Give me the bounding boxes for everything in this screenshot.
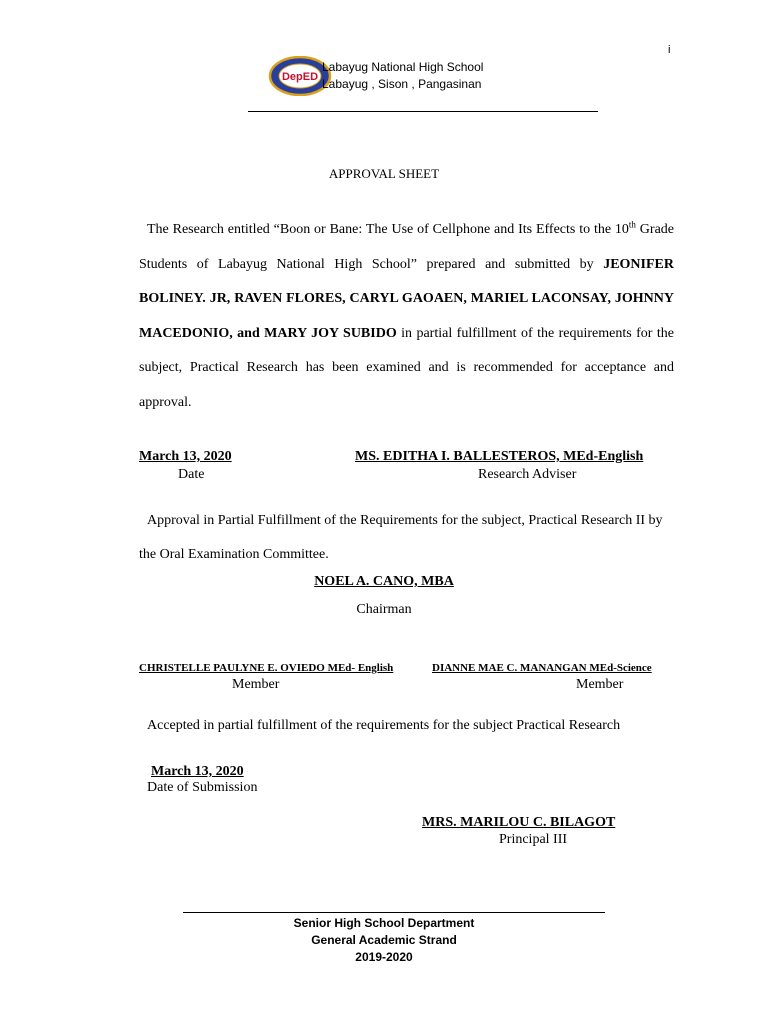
submission-date-label: Date of Submission	[147, 780, 258, 795]
para-superscript: th	[628, 219, 636, 230]
research-paragraph	[139, 213, 674, 420]
member-2-label: Member	[576, 677, 624, 692]
adviser-date-label: Date	[178, 467, 205, 482]
para-text-1: The Research entitled “Boon or Bane: The Use of Cellphone and Its Effects to the 10	[147, 222, 629, 237]
principal-label: Principal III	[499, 832, 568, 847]
document-title: APPROVAL SHEET	[328, 166, 440, 181]
adviser-label: Research Adviser	[478, 467, 577, 482]
footer-strand: General Academic Strand	[311, 933, 457, 947]
header-divider	[248, 111, 598, 112]
chairman-label: Chairman	[356, 602, 412, 617]
adviser-date: March 13, 2020	[139, 449, 232, 464]
page-number: i	[668, 44, 671, 56]
member-1-label: Member	[232, 677, 280, 692]
submission-date: March 13, 2020	[151, 764, 244, 779]
footer-department: Senior High School Department	[293, 916, 475, 930]
member-1-name: CHRISTELLE PAULYNE E. OVIEDO MEd- English	[139, 662, 394, 674]
para-text-2: Grade Students of Labayug National High School” prepared and submitted by	[139, 222, 674, 272]
adviser-name: MS. EDITHA I. BALLESTEROS, MEd-English	[355, 449, 644, 464]
footer-divider	[183, 912, 605, 913]
approval-text: Approval in Partial Fulfillment of the Requirements for the subject, Practical Research II by the Oral Examination Committee.	[139, 513, 663, 562]
logo-text: DepED	[281, 71, 319, 83]
accepted-text: Accepted in partial fulfillment of the requirements for the subject Practical Research	[147, 718, 621, 733]
school-name: Labayug National High School	[322, 60, 484, 74]
member-2-name: DIANNE MAE C. MANANGAN MEd-Science	[432, 662, 652, 674]
para-text-3: in partial fulfillment of the requirements for the subject, Practical Research has been examined and is recommended for acceptance and approval.	[139, 325, 674, 410]
authors-list: JEONIFER BOLINEY. JR, RAVEN FLORES, CARYL GAOAEN, MARIEL LACONSAY, JOHNNY MACEDONIO, and MARY JOY SUBIDO	[139, 256, 674, 341]
school-location: Labayug , Sison , Pangasinan	[322, 77, 482, 91]
principal-name: MRS. MARILOU C. BILAGOT	[422, 815, 616, 830]
chairman-name: NOEL A. CANO, MBA	[314, 574, 454, 589]
footer-school-year: 2019-2020	[355, 950, 413, 964]
